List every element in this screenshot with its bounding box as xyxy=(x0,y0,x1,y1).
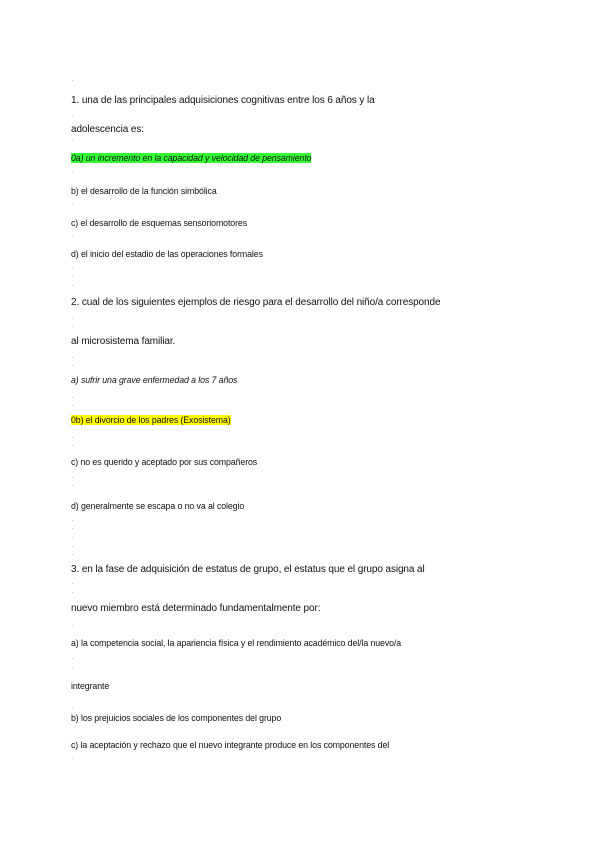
question-2-line-2: al microsistema familiar. xyxy=(71,336,176,347)
question-3-option-c: c) la aceptación y rechazo que el nuevo integrante produce en los componentes del xyxy=(71,740,390,750)
question-1-option-a xyxy=(71,152,311,164)
empty-paragraph-marker xyxy=(72,405,73,406)
empty-paragraph-marker xyxy=(72,554,73,555)
empty-paragraph-marker xyxy=(72,204,73,205)
empty-paragraph-marker xyxy=(72,236,73,237)
note-highlight: 0b) el divorcio de los padres (Exosistema) xyxy=(71,415,231,425)
empty-paragraph-marker xyxy=(72,477,73,478)
empty-paragraph-marker xyxy=(72,326,73,327)
empty-paragraph-marker xyxy=(72,365,73,366)
empty-paragraph-marker xyxy=(72,445,73,446)
empty-paragraph-marker xyxy=(72,658,73,659)
empty-paragraph-marker xyxy=(72,267,73,268)
question-2-option-b xyxy=(71,414,231,426)
empty-paragraph-marker xyxy=(72,592,73,593)
empty-paragraph-marker xyxy=(72,625,73,626)
empty-paragraph-marker xyxy=(72,528,73,529)
question-1-line-2: adolescencia es: xyxy=(71,124,144,135)
empty-paragraph-marker xyxy=(72,276,73,277)
question-1-option-d: d) el inicio del estadio de las operaciones formales xyxy=(71,249,263,259)
empty-paragraph-marker xyxy=(72,397,73,398)
question-2-option-c: c) no es querido y aceptado por sus compañeros xyxy=(71,457,258,467)
empty-paragraph-marker xyxy=(72,115,73,116)
empty-paragraph-marker xyxy=(72,357,73,358)
empty-paragraph-marker xyxy=(72,171,73,172)
question-2-line-1: 2. cual de los siguientes ejemplos de riesgo para el desarrollo del niño/a corresponde xyxy=(71,297,441,308)
question-3-option-a-line-1: a) la competencia social, la apariencia física y el rendimiento académico del/la nuevo/a xyxy=(71,638,402,648)
empty-paragraph-marker xyxy=(72,140,73,141)
question-3-line-2: nuevo miembro está determinado fundamentalmente por: xyxy=(71,603,321,614)
empty-paragraph-marker xyxy=(72,667,73,668)
question-1-option-c: c) el desarrollo de esquemas sensoriomotores xyxy=(71,218,248,228)
question-2-option-a: a) sufrir una grave enfermedad a los 7 años xyxy=(71,375,238,385)
empty-paragraph-marker xyxy=(72,546,73,547)
question-3-line-1: 3. en la fase de adquisición de estatus de grupo, el estatus que el grupo asigna al xyxy=(71,564,425,575)
empty-paragraph-marker xyxy=(72,318,73,319)
empty-paragraph-marker xyxy=(72,758,73,759)
correct-answer-highlight: 0a) un incremento en la capacidad y velocidad de pensamiento xyxy=(71,153,312,163)
empty-paragraph-marker xyxy=(72,80,73,81)
empty-paragraph-marker xyxy=(72,708,73,709)
empty-paragraph-marker xyxy=(72,437,73,438)
empty-paragraph-marker xyxy=(72,583,73,584)
question-3-option-b: b) los prejuicios sociales de los componentes del grupo xyxy=(71,713,282,723)
question-3-option-a-line-2: integrante xyxy=(71,681,110,691)
question-2-option-d: d) generalmente se escapa o no va al colegio xyxy=(71,501,245,511)
empty-paragraph-marker xyxy=(72,485,73,486)
empty-paragraph-marker xyxy=(72,520,73,521)
empty-paragraph-marker xyxy=(72,537,73,538)
question-1-option-b: b) el desarrollo de la función simbólica xyxy=(71,186,217,196)
question-1-line-1: 1. una de las principales adquisiciones cognitivas entre los 6 años y la xyxy=(71,95,375,106)
empty-paragraph-marker xyxy=(72,285,73,286)
